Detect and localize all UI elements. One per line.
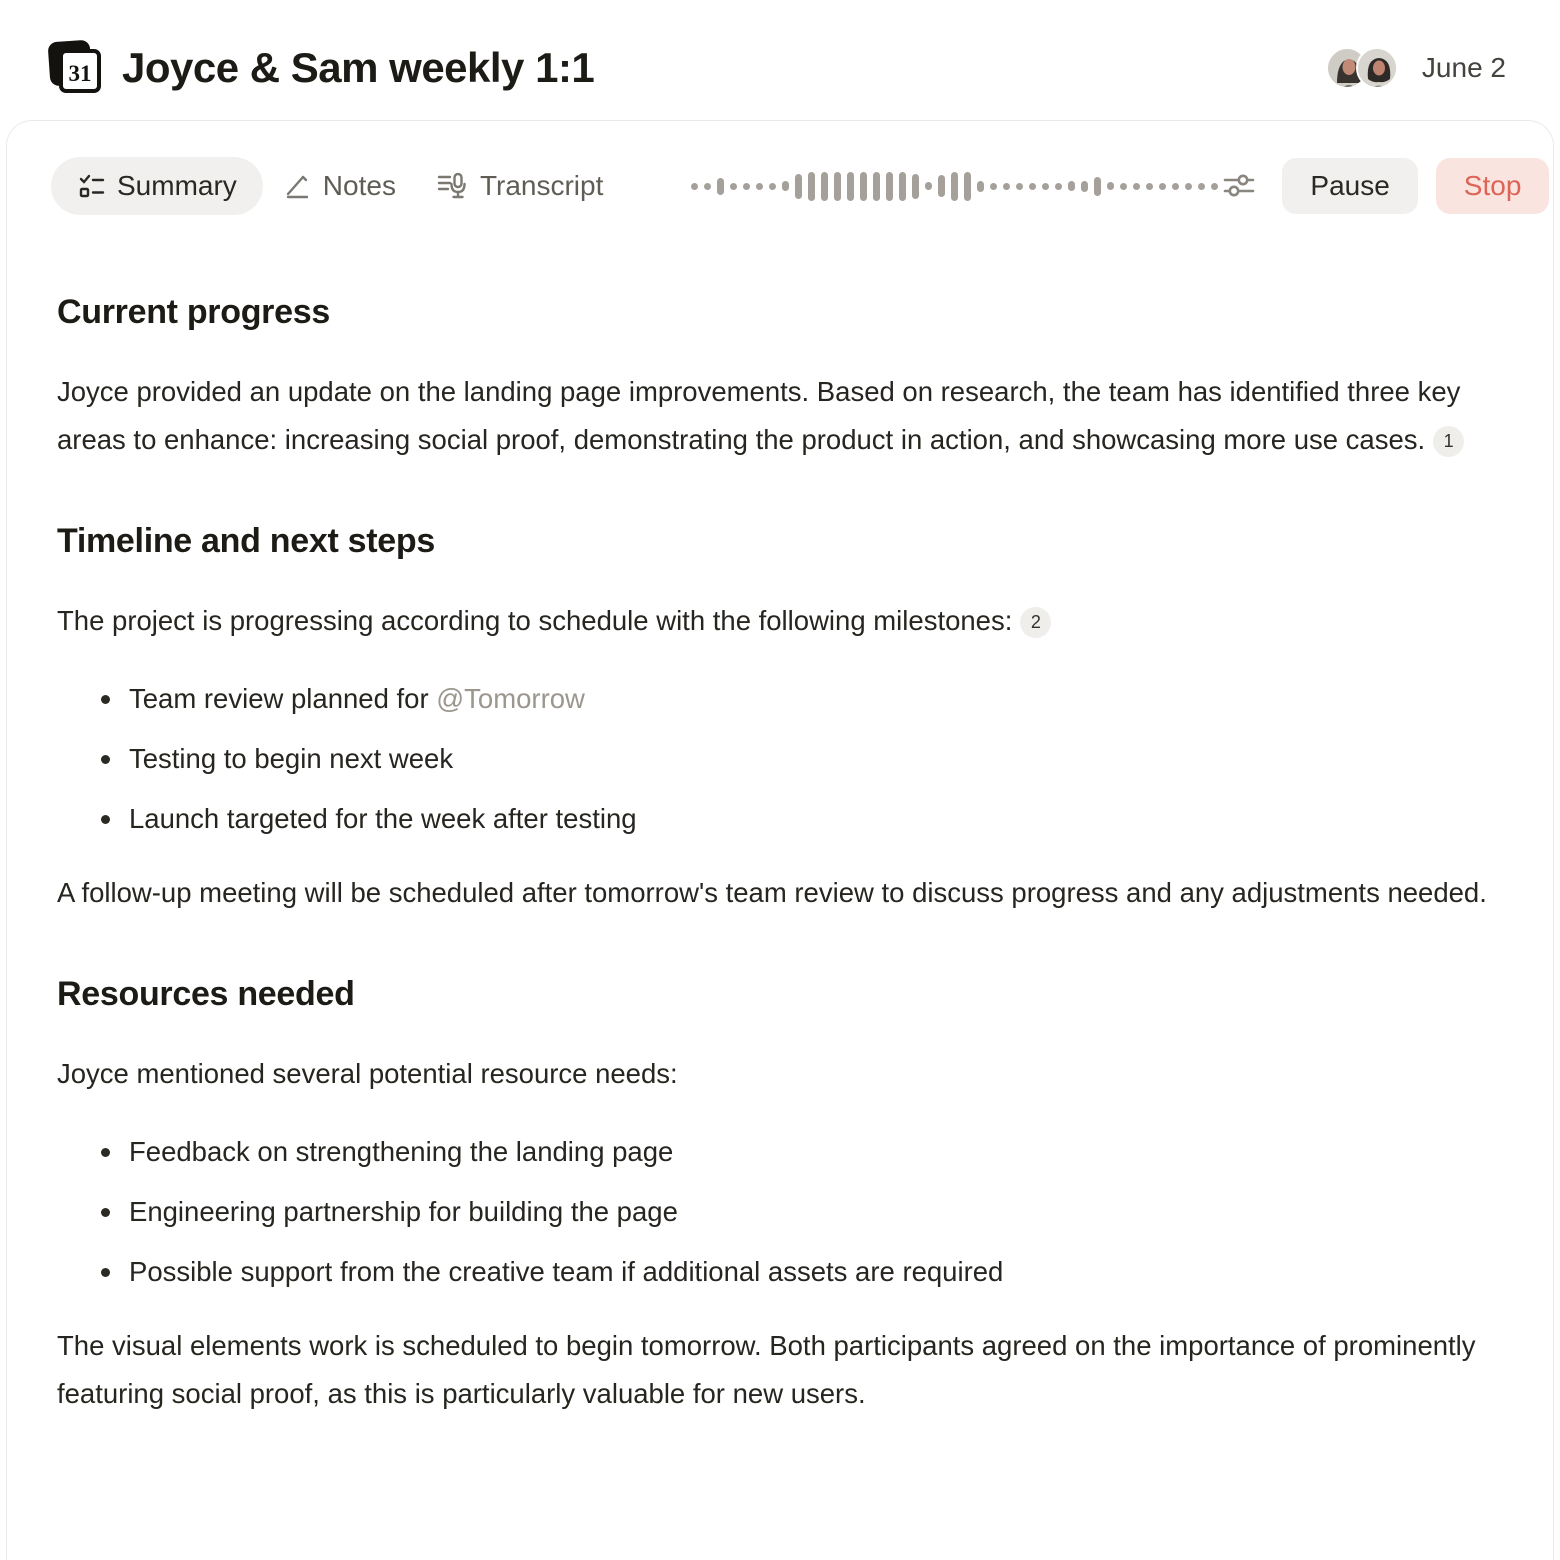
waveform-bar [860, 172, 867, 201]
summary-content [51, 215, 1509, 1418]
timeline-milestones-list [57, 675, 1503, 843]
waveform-bar [1107, 182, 1114, 190]
waveform-bar [977, 181, 984, 192]
waveform-bar [1016, 183, 1023, 190]
section-heading-resources: Resources needed [57, 975, 355, 1013]
waveform-bar [769, 183, 776, 190]
waveform-bar [1042, 183, 1049, 190]
timeline-intro-paragraph [57, 597, 1503, 645]
waveform-bar [756, 183, 763, 190]
list-item: Testing to begin next week [57, 735, 1503, 783]
waveform-bar [1172, 183, 1179, 190]
section-heading-current-progress: Current progress [57, 293, 330, 331]
title-group [48, 40, 594, 96]
sliders-icon[interactable] [1218, 166, 1260, 206]
current-progress-paragraph [57, 368, 1503, 464]
waveform-bar [1003, 183, 1010, 190]
avatar[interactable] [1356, 47, 1398, 89]
pause-button[interactable]: Pause [1282, 158, 1417, 214]
tab-transcript-label: Transcript [479, 170, 604, 201]
calendar-icon-front [59, 49, 101, 93]
waveform-bar [1185, 183, 1192, 190]
waveform-bar [1133, 183, 1140, 190]
waveform-bar [808, 172, 815, 201]
tab-notes[interactable] [263, 157, 416, 215]
waveform-bar [1068, 181, 1075, 191]
waveform-bar [743, 183, 750, 190]
waveform-bar [1159, 183, 1166, 190]
participant-avatars[interactable] [1326, 47, 1398, 89]
resources-intro-paragraph: Joyce mentioned several potential resource needs: [57, 1058, 678, 1089]
meeting-card [6, 120, 1554, 1560]
tab-summary[interactable] [51, 157, 263, 215]
waveform-bar [990, 183, 997, 190]
waveform-bar [1081, 181, 1088, 192]
resources-outro-paragraph: The visual elements work is scheduled to begin tomorrow. Both participants agreed on the importance of prominently featuring social proof, as this is particularly valuable for new users. [57, 1330, 1476, 1409]
waveform-bar [925, 182, 932, 190]
list-item: Feedback on strengthening the landing page [57, 1128, 1503, 1176]
waveform-bar [1198, 183, 1205, 190]
milestone-text: Team review planned for [129, 683, 437, 714]
list-item: Engineering partnership for building the page [57, 1188, 1503, 1236]
waveform-bar [730, 183, 737, 190]
waveform-bar [873, 172, 880, 201]
waveform-bar [1029, 183, 1036, 190]
waveform-bar [1211, 183, 1218, 190]
timeline-followup-paragraph: A follow-up meeting will be scheduled after tomorrow's team review to discuss progress and any adjustments needed. [57, 877, 1487, 908]
header-meta [1326, 47, 1506, 89]
waveform-bar [821, 172, 828, 201]
waveform-bar [1055, 183, 1062, 190]
resources-list [57, 1128, 1503, 1296]
waveform-bar [951, 172, 958, 201]
citation-badge-2[interactable]: 2 [1020, 607, 1051, 638]
waveform-bar [847, 172, 854, 201]
page-header [0, 0, 1560, 96]
avatar-image [1358, 49, 1398, 89]
waveform-bar [912, 174, 919, 199]
pencil-icon [283, 172, 311, 200]
waveform-bar [964, 172, 971, 201]
current-progress-text: Joyce provided an update on the landing page improvements. Based on research, the team has identified three key areas to enhance: increasing social proof, demonstrating the product in action, and showcasing more use cases. [57, 376, 1461, 455]
waveform-bar [717, 178, 724, 195]
tab-transcript[interactable] [416, 157, 623, 215]
transcript-mic-icon [436, 171, 468, 201]
stop-button[interactable]: Stop [1436, 158, 1550, 214]
waveform-bar [886, 172, 893, 201]
calendar-icon-day: 31 [68, 61, 92, 86]
tomorrow-mention[interactable]: @Tomorrow [436, 683, 585, 714]
list-item: Launch targeted for the week after testing [57, 795, 1503, 843]
section-heading-timeline: Timeline and next steps [57, 522, 435, 560]
waveform-bar [704, 183, 711, 190]
waveform-bar [1094, 177, 1101, 196]
timeline-intro-text: The project is progressing according to schedule with the following milestones: [57, 605, 1013, 636]
list-item [57, 675, 1503, 723]
list-item: Possible support from the creative team if additional assets are required [57, 1248, 1503, 1296]
checklist-icon [77, 172, 105, 200]
calendar-icon [48, 40, 104, 96]
toolbar [51, 157, 1522, 215]
tab-notes-label: Notes [322, 170, 396, 201]
citation-badge-1[interactable]: 1 [1433, 426, 1464, 457]
tab-summary-label: Summary [117, 170, 237, 201]
waveform-bar [938, 175, 945, 197]
waveform-bar [834, 172, 841, 201]
waveform-bar [782, 181, 789, 191]
waveform-bar [1120, 183, 1127, 190]
waveform-bar [899, 172, 906, 201]
page-title: Joyce & Sam weekly 1:1 [122, 44, 595, 91]
waveform[interactable] [691, 157, 1218, 215]
waveform-bar [691, 183, 698, 190]
waveform-bar [795, 174, 802, 199]
waveform-bar [1146, 183, 1153, 190]
meeting-date: June 2 [1421, 52, 1506, 83]
